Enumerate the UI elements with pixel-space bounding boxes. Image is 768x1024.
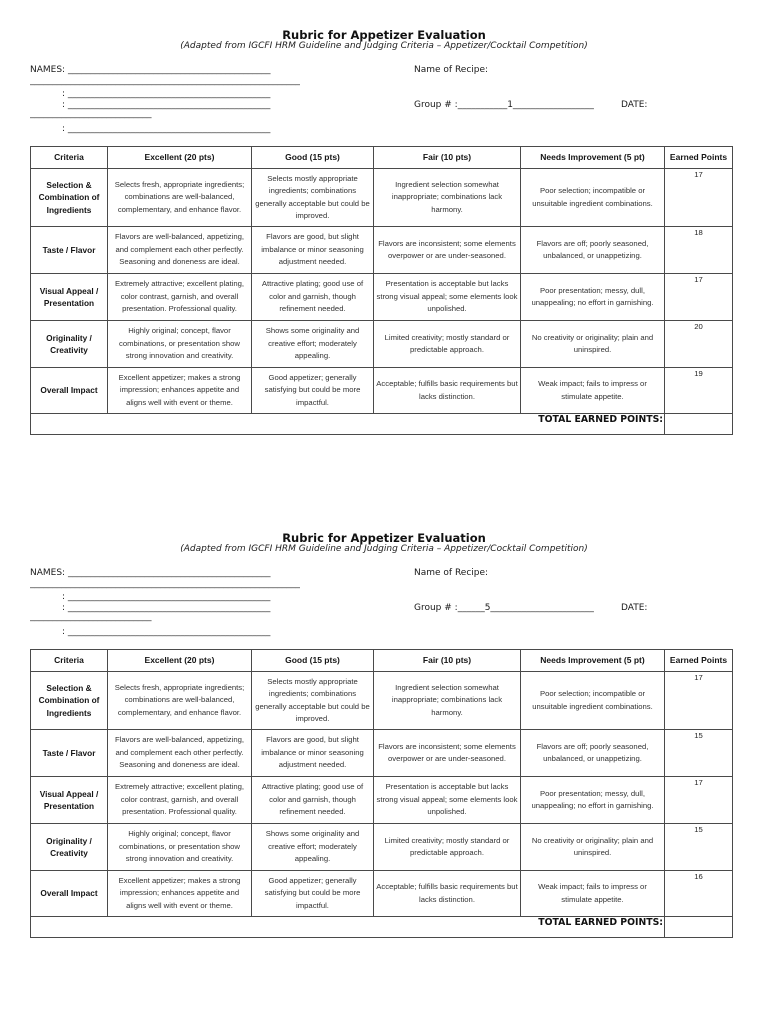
fair-cell: Ingredient selection somewhat inappropriate; combinations lack harmony.	[374, 169, 521, 227]
good-header: Good (15 pts)	[252, 147, 374, 169]
criteria-cell: Visual Appeal / Presentation	[31, 274, 108, 321]
earned-points-cell: 16	[665, 871, 733, 917]
member-wrap-line: ___________________________	[30, 612, 152, 622]
needs-improvement-header: Needs Improvement (5 pt)	[521, 650, 665, 672]
criteria-cell: Originality / Creativity	[31, 321, 108, 368]
earned-points-cell: 17	[665, 672, 733, 730]
names-wrap-line: ____________________________________________________________	[30, 579, 300, 589]
needs-improvement-cell: Weak impact; fails to impress or stimulate appetite.	[521, 871, 665, 917]
form-subtitle: (Adapted from IGCFI HRM Guideline and Judging Criteria – Appetizer/Cocktail Competition)	[180, 41, 588, 51]
needs-improvement-cell: Poor selection; incompatible or unsuitable ingredient combinations.	[521, 672, 665, 730]
criteria-cell: Selection & Combination of Ingredients	[31, 169, 108, 227]
rubric-row	[31, 274, 733, 321]
needs-improvement-cell: Poor presentation; messy, dull, unappealing; no effort in garnishing.	[521, 274, 665, 321]
excellent-cell: Flavors are well-balanced, appetizing, and complement each other perfectly. Seasoning and doneness are ideal.	[108, 730, 252, 777]
member-name-line: : _____________________________________________	[62, 592, 271, 602]
good-cell: Shows some originality and creative effort; moderately appealing.	[252, 321, 374, 368]
fair-header: Fair (10 pts)	[374, 147, 521, 169]
criteria-cell: Visual Appeal / Presentation	[31, 777, 108, 824]
member-name-line: : _____________________________________________	[62, 89, 271, 99]
date-label: DATE:	[621, 603, 648, 613]
excellent-cell: Selects fresh, appropriate ingredients; combinations are well-balanced, complementary, and enhance flavor.	[108, 672, 252, 730]
criteria-cell: Selection & Combination of Ingredients	[31, 672, 108, 730]
earned-points-cell: 17	[665, 274, 733, 321]
excellent-cell: Excellent appetizer; makes a strong impression; enhances appetite and aligns well with event or theme.	[108, 368, 252, 414]
good-cell: Flavors are good, but slight imbalance or minor seasoning adjustment needed.	[252, 227, 374, 274]
rubric-table	[30, 146, 733, 435]
total-earned-points-label: TOTAL EARNED POINTS:	[31, 917, 665, 938]
fair-cell: Flavors are inconsistent; some elements overpower or are under-seasoned.	[374, 227, 521, 274]
fair-cell: Limited creativity; mostly standard or predictable approach.	[374, 824, 521, 871]
fair-cell: Limited creativity; mostly standard or predictable approach.	[374, 321, 521, 368]
excellent-cell: Highly original; concept, flavor combinations, or presentation show strong innovation and creativity.	[108, 824, 252, 871]
good-cell: Selects mostly appropriate ingredients; combinations generally acceptable but could be improved.	[252, 169, 374, 227]
member-name-line: : _____________________________________________	[62, 124, 271, 134]
header-row	[31, 147, 733, 169]
needs-improvement-cell: Weak impact; fails to impress or stimulate appetite.	[521, 368, 665, 414]
names-wrap-line: ____________________________________________________________	[30, 76, 300, 86]
rubric-row	[31, 169, 733, 227]
total-earned-points-label: TOTAL EARNED POINTS:	[31, 414, 665, 435]
rubric-row	[31, 777, 733, 824]
needs-improvement-cell: Flavors are off; poorly seasoned, unbalanced, or unappetizing.	[521, 227, 665, 274]
good-cell: Attractive plating; good use of color and garnish, though refinement needed.	[252, 274, 374, 321]
criteria-cell: Overall Impact	[31, 871, 108, 917]
group-field: Group # :______5_______________________	[414, 603, 594, 613]
earned-points-cell: 15	[665, 824, 733, 871]
good-cell: Flavors are good, but slight imbalance or minor seasoning adjustment needed.	[252, 730, 374, 777]
earned-points-cell: 17	[665, 777, 733, 824]
good-cell: Good appetizer; generally satisfying but could be more impactful.	[252, 368, 374, 414]
fair-cell: Ingredient selection somewhat inappropriate; combinations lack harmony.	[374, 672, 521, 730]
member-wrap-line: ___________________________	[30, 109, 152, 119]
earned-points-header: Earned Points	[665, 650, 733, 672]
fair-cell: Presentation is acceptable but lacks strong visual appeal; some elements look unpolished.	[374, 777, 521, 824]
earned-points-cell: 20	[665, 321, 733, 368]
form-title: Rubric for Appetizer Evaluation	[282, 531, 486, 545]
criteria-cell: Taste / Flavor	[31, 227, 108, 274]
fair-header: Fair (10 pts)	[374, 650, 521, 672]
date-label: DATE:	[621, 100, 648, 110]
total-earned-points-value	[665, 917, 733, 938]
group-field: Group # :___________1__________________	[414, 100, 594, 110]
needs-improvement-cell: No creativity or originality; plain and uninspired.	[521, 824, 665, 871]
total-row	[31, 917, 733, 938]
rubric-form-1	[0, 0, 768, 440]
earned-points-cell: 18	[665, 227, 733, 274]
excellent-cell: Extremely attractive; excellent plating, color contrast, garnish, and overall presentation. Professional quality.	[108, 777, 252, 824]
good-cell: Attractive plating; good use of color and garnish, though refinement needed.	[252, 777, 374, 824]
needs-improvement-cell: Flavors are off; poorly seasoned, unbalanced, or unappetizing.	[521, 730, 665, 777]
fair-cell: Flavors are inconsistent; some elements overpower or are under-seasoned.	[374, 730, 521, 777]
rubric-row	[31, 368, 733, 414]
recipe-label: Name of Recipe:	[414, 65, 489, 75]
earned-points-cell: 17	[665, 169, 733, 227]
rubric-row	[31, 321, 733, 368]
good-cell: Selects mostly appropriate ingredients; combinations generally acceptable but could be improved.	[252, 672, 374, 730]
rubric-row	[31, 672, 733, 730]
excellent-cell: Extremely attractive; excellent plating, color contrast, garnish, and overall presentation. Professional quality.	[108, 274, 252, 321]
needs-improvement-cell: Poor presentation; messy, dull, unappealing; no effort in garnishing.	[521, 777, 665, 824]
total-row	[31, 414, 733, 435]
total-earned-points-value	[665, 414, 733, 435]
criteria-cell: Originality / Creativity	[31, 824, 108, 871]
good-cell: Good appetizer; generally satisfying but could be more impactful.	[252, 871, 374, 917]
rubric-row	[31, 227, 733, 274]
member-name-line: : _____________________________________________	[62, 603, 271, 613]
criteria-cell: Overall Impact	[31, 368, 108, 414]
fair-cell: Presentation is acceptable but lacks strong visual appeal; some elements look unpolished.	[374, 274, 521, 321]
criteria-header: Criteria	[31, 147, 108, 169]
earned-points-header: Earned Points	[665, 147, 733, 169]
excellent-header: Excellent (20 pts)	[108, 650, 252, 672]
excellent-cell: Highly original; concept, flavor combinations, or presentation show strong innovation and creativity.	[108, 321, 252, 368]
member-name-line: : _____________________________________________	[62, 627, 271, 637]
rubric-form-2	[0, 503, 768, 943]
form-subtitle: (Adapted from IGCFI HRM Guideline and Judging Criteria – Appetizer/Cocktail Competition)	[180, 544, 588, 554]
excellent-cell: Selects fresh, appropriate ingredients; combinations are well-balanced, complementary, and enhance flavor.	[108, 169, 252, 227]
form-title: Rubric for Appetizer Evaluation	[282, 28, 486, 42]
member-name-line: : _____________________________________________	[62, 100, 271, 110]
header-row	[31, 650, 733, 672]
criteria-cell: Taste / Flavor	[31, 730, 108, 777]
excellent-cell: Excellent appetizer; makes a strong impression; enhances appetite and aligns well with event or theme.	[108, 871, 252, 917]
fair-cell: Acceptable; fulfills basic requirements but lacks distinction.	[374, 368, 521, 414]
names-field: NAMES: _____________________________________________	[30, 568, 271, 578]
good-header: Good (15 pts)	[252, 650, 374, 672]
fair-cell: Acceptable; fulfills basic requirements but lacks distinction.	[374, 871, 521, 917]
rubric-row	[31, 824, 733, 871]
criteria-header: Criteria	[31, 650, 108, 672]
needs-improvement-cell: Poor selection; incompatible or unsuitable ingredient combinations.	[521, 169, 665, 227]
rubric-row	[31, 730, 733, 777]
needs-improvement-header: Needs Improvement (5 pt)	[521, 147, 665, 169]
rubric-row	[31, 871, 733, 917]
good-cell: Shows some originality and creative effort; moderately appealing.	[252, 824, 374, 871]
earned-points-cell: 15	[665, 730, 733, 777]
excellent-cell: Flavors are well-balanced, appetizing, and complement each other perfectly. Seasoning and doneness are ideal.	[108, 227, 252, 274]
names-field: NAMES: _____________________________________________	[30, 65, 271, 75]
earned-points-cell: 19	[665, 368, 733, 414]
rubric-table	[30, 649, 733, 938]
needs-improvement-cell: No creativity or originality; plain and uninspired.	[521, 321, 665, 368]
excellent-header: Excellent (20 pts)	[108, 147, 252, 169]
recipe-label: Name of Recipe:	[414, 568, 489, 578]
